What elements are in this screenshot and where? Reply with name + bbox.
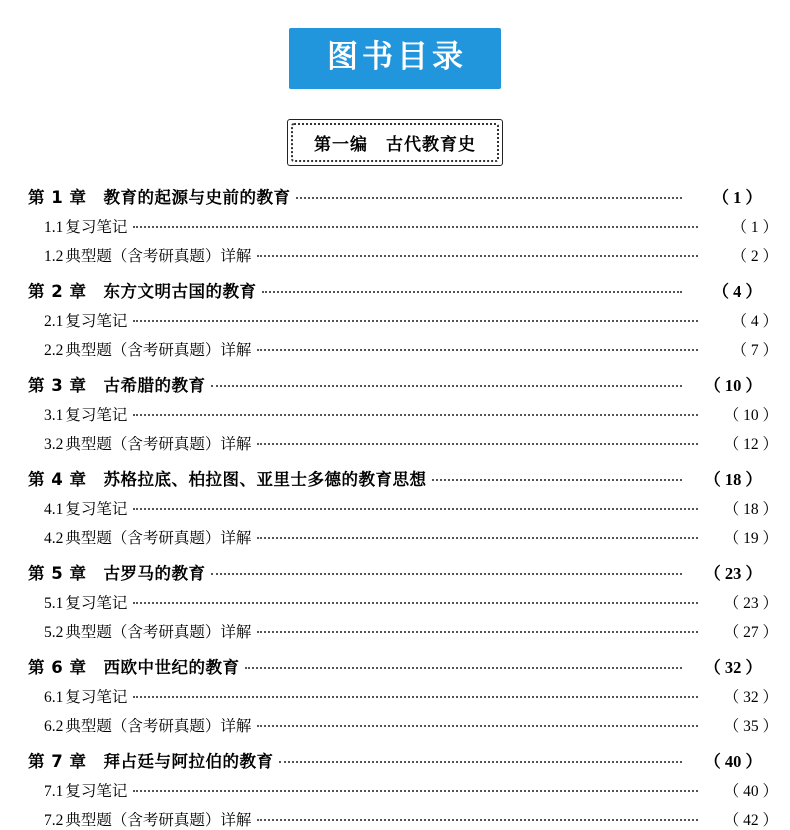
page-title: 图书目录 [289,28,501,89]
toc-section-row[interactable] [28,432,778,454]
toc-page-number: （ 35 ） [723,718,778,735]
toc-dot-leader [257,724,698,727]
toc-dot-leader [432,478,682,481]
toc-section-number: 6.2 [44,718,64,735]
toc-entry-label: 复习笔记 [65,312,128,330]
toc-page-number: （ 40 ） [704,752,762,771]
title-banner-container [0,0,790,89]
toc-section-number: 2.2 [44,342,64,359]
toc-dot-leader [133,225,698,228]
toc-section-number: 7.2 [44,812,64,829]
toc-entry-label: 第 5 章 古罗马的教育 [28,564,206,583]
toc-dot-leader [133,319,698,322]
toc-page-number: （ 10 ） [704,376,762,395]
toc-page-number: （ 4 ） [712,282,762,301]
toc-page-number: （ 23 ） [723,595,778,612]
toc-entry-label: 典型题（含考研真题）详解 [65,811,252,829]
toc-dot-leader [133,601,698,604]
toc-dot-leader [257,818,698,821]
toc-dot-leader [296,196,682,199]
part-heading-label: 第一编 古代教育史 [314,135,476,155]
toc-entry-label: 典型题（含考研真题）详解 [65,717,252,735]
toc-section-row[interactable] [28,403,778,425]
toc-section-row[interactable] [28,685,778,707]
toc-chapter-row[interactable] [28,560,762,584]
toc-page-number: （ 23 ） [704,564,762,583]
part-heading-box [287,119,503,166]
toc-section-number: 1.2 [44,248,64,265]
toc-section-number: 3.2 [44,436,64,453]
toc-entry-label: 第 2 章 东方文明古国的教育 [28,282,257,301]
toc-entry-label: 第 6 章 西欧中世纪的教育 [28,658,240,677]
toc-section-row[interactable] [28,808,778,830]
toc-section-row[interactable] [28,338,778,360]
toc-section-row[interactable] [28,591,778,613]
toc-page-number: （ 27 ） [723,624,778,641]
toc-entry-label: 复习笔记 [65,218,128,236]
toc-page-number: （ 2 ） [731,248,778,265]
toc-entry-label: 第 4 章 苏格拉底、柏拉图、亚里士多德的教育思想 [28,470,427,489]
toc-section-number: 4.1 [44,501,64,518]
toc-page-number: （ 10 ） [723,407,778,424]
toc-dot-leader [133,413,698,416]
toc-dot-leader [245,666,682,669]
toc-section-number: 1.1 [44,219,64,236]
toc-section-number: 2.1 [44,313,64,330]
toc-page-number: （ 1 ） [712,188,762,207]
toc-dot-leader [257,536,698,539]
toc-dot-leader [257,630,698,633]
toc-section-row[interactable] [28,309,778,331]
toc-section-row[interactable] [28,244,778,266]
toc-dot-leader [133,507,698,510]
toc-page-number: （ 40 ） [723,783,778,800]
toc-page-number: （ 12 ） [723,436,778,453]
toc-chapter-row[interactable] [28,654,762,678]
toc-section-row[interactable] [28,779,778,801]
toc-section-number: 4.2 [44,530,64,547]
toc-entry-label: 典型题（含考研真题）详解 [65,529,252,547]
toc-dot-leader [257,442,698,445]
toc-section-number: 5.2 [44,624,64,641]
toc-entry-label: 复习笔记 [65,782,128,800]
toc-dot-leader [133,789,698,792]
toc-entry-label: 第 7 章 拜占廷与阿拉伯的教育 [28,752,274,771]
toc-entry-label: 典型题（含考研真题）详解 [65,435,252,453]
toc-dot-leader [257,348,698,351]
toc-entry-label: 复习笔记 [65,500,128,518]
toc-entry-label: 复习笔记 [65,594,128,612]
toc-chapter-row[interactable] [28,372,762,396]
toc-entry-label: 第 3 章 古希腊的教育 [28,376,206,395]
toc-entry-label: 典型题（含考研真题）详解 [65,341,252,359]
toc-entry-label: 第 1 章 教育的起源与史前的教育 [28,188,291,207]
toc-chapter-row[interactable] [28,184,762,208]
toc-dot-leader [262,290,682,293]
toc-section-row[interactable] [28,714,778,736]
toc-page-number: （ 32 ） [704,658,762,677]
toc-dot-leader [279,760,682,763]
toc-entry-label: 复习笔记 [65,688,128,706]
toc-page-number: （ 7 ） [731,342,778,359]
toc-chapter-row[interactable] [28,748,762,772]
toc-chapter-row[interactable] [28,466,762,490]
part-heading-container [0,119,790,166]
toc-page-number: （ 42 ） [723,812,778,829]
toc-section-number: 5.1 [44,595,64,612]
toc-page-number: （ 18 ） [704,470,762,489]
toc-dot-leader [211,384,682,387]
toc-entry-label: 典型题（含考研真题）详解 [65,623,252,641]
toc-section-number: 3.1 [44,407,64,424]
toc-page-number: （ 19 ） [723,530,778,547]
toc-entry-label: 典型题（含考研真题）详解 [65,247,252,265]
table-of-contents [28,184,778,830]
toc-entry-label: 复习笔记 [65,406,128,424]
toc-page-number: （ 32 ） [723,689,778,706]
toc-dot-leader [257,254,698,257]
toc-section-row[interactable] [28,497,778,519]
toc-section-row[interactable] [28,215,778,237]
toc-page-number: （ 18 ） [723,501,778,518]
toc-page-number: （ 1 ） [731,219,778,236]
toc-section-row[interactable] [28,526,778,548]
toc-section-number: 6.1 [44,689,64,706]
toc-chapter-row[interactable] [28,278,762,302]
toc-page-number: （ 4 ） [731,313,778,330]
toc-dot-leader [133,695,698,698]
toc-section-row[interactable] [28,620,778,642]
toc-section-number: 7.1 [44,783,64,800]
toc-dot-leader [211,572,682,575]
